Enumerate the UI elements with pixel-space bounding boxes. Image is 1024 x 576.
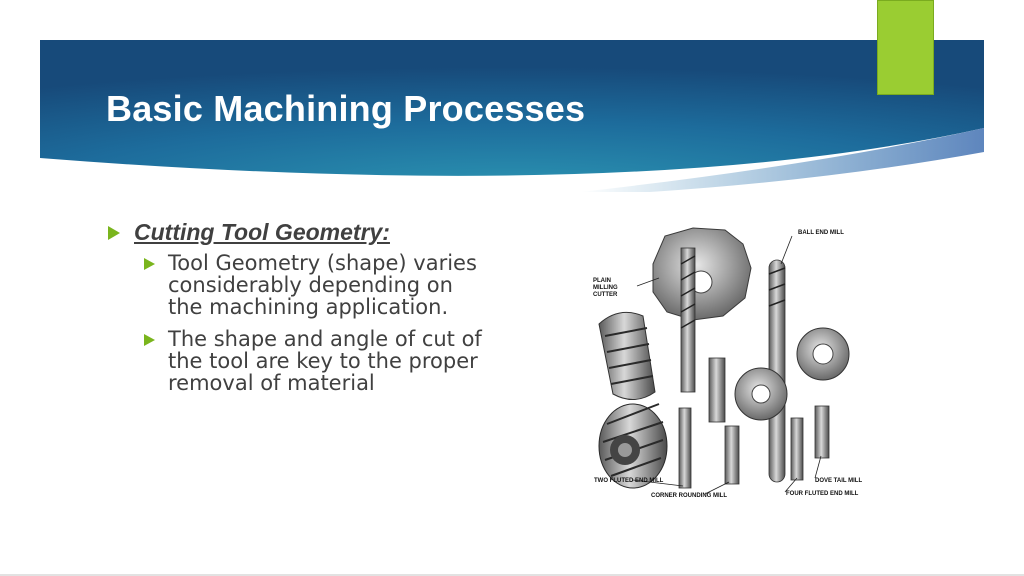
label-dove-tail-mill: DOVE TAIL MILL — [815, 478, 863, 484]
label-two-fluted-end-mill: TWO FLUTED END MILL — [594, 478, 664, 484]
milling-cutters-illustration — [593, 224, 857, 504]
label-corner-rounding-mill: CORNER ROUNDING MILL — [651, 493, 727, 499]
helical-cutter-shape — [599, 312, 655, 399]
accent-tab — [877, 0, 934, 95]
bullet-arrow-icon — [108, 226, 120, 240]
label-plain-milling-cutter: PLAIN MILLING CUTTER — [593, 278, 618, 298]
sub-bullet-item — [144, 328, 484, 394]
heading-text: Cutting Tool Geometry: — [134, 219, 390, 245]
sub-bullet-list — [144, 252, 484, 394]
corner-rounding-mill-shape — [725, 426, 739, 484]
sub-bullet-text: Tool Geometry (shape) varies considerably depending on the machining application. — [168, 251, 477, 319]
four-fluted-end-mill-shape — [791, 418, 803, 480]
label-ball-end-mill: BALL END MILL — [798, 230, 844, 236]
milling-cutters-image — [593, 224, 863, 504]
two-fluted-end-mill-shape — [679, 408, 691, 488]
sub-bullet-item — [144, 252, 484, 318]
label-four-fluted-end-mill: FOUR FLUTED END MILL — [786, 491, 859, 497]
slide-title: Basic Machining Processes — [106, 88, 586, 129]
dove-tail-mill-shape — [815, 406, 829, 458]
bullet-heading — [106, 218, 526, 246]
end-mill-shape — [681, 248, 695, 392]
bullet-arrow-icon — [144, 258, 155, 270]
sub-bullet-text: The shape and angle of cut of the tool are key to the proper removal of material — [168, 327, 482, 395]
content-area — [106, 218, 526, 404]
bullet-arrow-icon — [144, 334, 155, 346]
